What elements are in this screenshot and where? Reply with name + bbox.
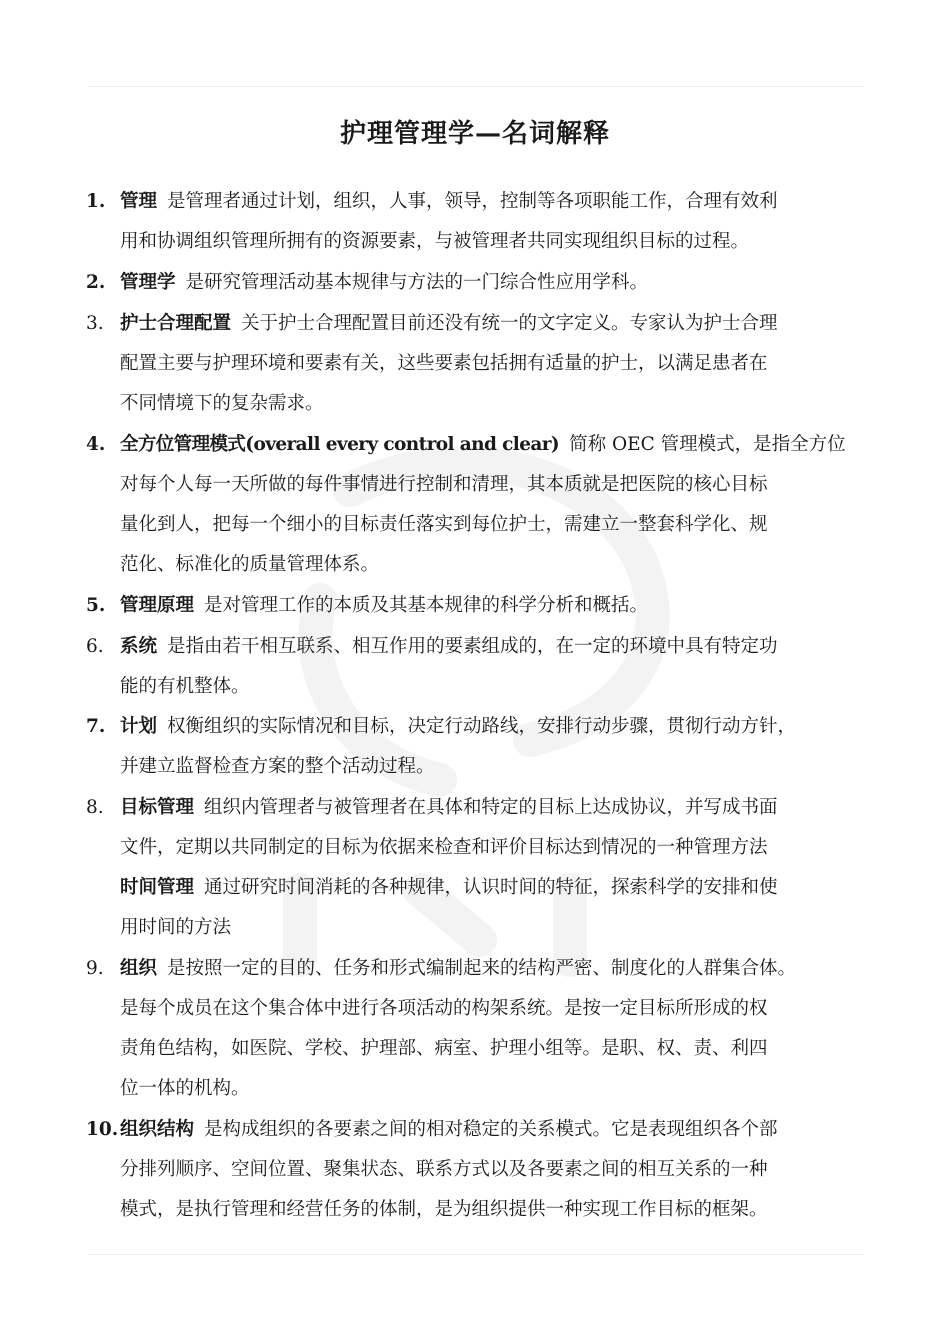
entry-term: 全方位管理模式(overall every control and clear) xyxy=(120,434,560,455)
entry-line xyxy=(120,868,876,908)
entry-line: 责角色结构，如医院、学校、护理部、病室、护理小组等。是职、权、责、利四 xyxy=(120,1038,768,1059)
entry-line: 模式，是执行管理和经营任务的体制，是为组织提供一种实现工作目标的框架。 xyxy=(120,1199,768,1220)
entry-text: 权衡组织的实际情况和目标，决定行动路线，安排行动步骤，贯彻行动方针， xyxy=(167,716,797,737)
definition-entry xyxy=(86,182,876,262)
entry-line xyxy=(120,949,876,989)
entry-number: 5. xyxy=(86,595,106,616)
entry-text: 是构成组织的各要素之间的相对稳定的关系模式。它是表现组织各个部 xyxy=(204,1119,778,1140)
definition-entry xyxy=(86,304,876,424)
definition-entry xyxy=(86,788,876,948)
entry-term: 护士合理配置 xyxy=(120,313,232,334)
entry-number: 3. xyxy=(86,313,104,334)
entry-sub-term: 时间管理 xyxy=(120,877,195,898)
entry-term: 系统 xyxy=(120,636,158,657)
definition-entry xyxy=(86,949,876,1109)
entry-term: 管理学 xyxy=(120,272,176,293)
entry-number: 4. xyxy=(86,434,106,455)
entry-text: 关于护士合理配置目前还没有统一的文字定义。专家认为护士合理 xyxy=(241,313,778,334)
definition-entry xyxy=(86,586,876,626)
entry-line: 对每个人每一天所做的每件事情进行控制和清理，其本质就是把医院的核心目标 xyxy=(120,474,768,495)
entry-line xyxy=(120,182,876,222)
entry-line: 范化、标准化的质量管理体系。 xyxy=(120,554,380,575)
entry-text: 是管理者通过计划，组织，人事，领导，控制等各项职能工作，合理有效利 xyxy=(167,191,778,212)
definition-entry xyxy=(86,1110,876,1230)
entry-line: 用时间的方法 xyxy=(120,917,232,938)
entry-number: 7. xyxy=(86,716,106,737)
entry-line: 量化到人，把每一个细小的目标责任落实到每位护士，需建立一整套科学化、规 xyxy=(120,514,768,535)
entry-line xyxy=(120,788,876,828)
entry-line: 文件，定期以共同制定的目标为依据来检查和评价目标达到情况的一种管理方法 xyxy=(120,837,768,858)
entry-line xyxy=(120,425,876,465)
entry-term: 目标管理 xyxy=(120,797,195,818)
entry-line: 并建立监督检查方案的整个活动过程。 xyxy=(120,756,435,777)
bottom-divider xyxy=(88,1254,863,1255)
entry-term: 组织结构 xyxy=(120,1119,195,1140)
page-title: 护理管理学—名词解释 xyxy=(339,119,610,149)
entry-term: 管理原理 xyxy=(120,595,195,616)
entry-line: 是每个成员在这个集合体中进行各项活动的构架系统。是按一定目标所形成的权 xyxy=(120,998,768,1019)
entry-line xyxy=(120,1110,876,1150)
entry-line xyxy=(120,586,876,626)
entry-number: 8. xyxy=(86,797,104,818)
entry-text: 简称 OEC 管理模式，是指全方位 xyxy=(569,434,846,455)
definition-entry xyxy=(86,425,876,585)
definition-entry xyxy=(86,707,876,787)
entry-text: 组织内管理者与被管理者在具体和特定的目标上达成协议，并写成书面 xyxy=(204,797,778,818)
entry-line xyxy=(120,707,876,747)
entry-text: 通过研究时间消耗的各种规律，认识时间的特征，探索科学的安排和使 xyxy=(204,877,778,898)
entry-line xyxy=(120,263,876,303)
entry-line: 分排列顺序、空间位置、聚集状态、联系方式以及各要素之间的相互关系的一种 xyxy=(120,1159,768,1180)
entry-term: 管理 xyxy=(120,191,158,212)
entry-line: 配置主要与护理环境和要素有关，这些要素包括拥有适量的护士，以满足患者在 xyxy=(120,353,768,374)
entry-line: 位一体的机构。 xyxy=(120,1078,250,1099)
entry-number: 2. xyxy=(86,272,106,293)
entry-text: 是对管理工作的本质及其基本规律的科学分析和概括。 xyxy=(204,595,649,616)
definition-entry xyxy=(86,263,876,303)
entry-term: 组织 xyxy=(120,958,158,979)
entry-text: 是按照一定的目的、任务和形式编制起来的结构严密、制度化的人群集合体。 xyxy=(167,958,797,979)
entry-term: 计划 xyxy=(120,716,158,737)
definition-entry xyxy=(86,627,876,707)
entry-line xyxy=(120,304,876,344)
entry-text: 是指由若干相互联系、相互作用的要素组成的，在一定的环境中具有特定功 xyxy=(167,636,778,657)
entry-number: 10. xyxy=(86,1119,119,1140)
entry-line: 能的有机整体。 xyxy=(120,676,250,697)
top-divider xyxy=(88,86,863,87)
entry-number: 6. xyxy=(86,636,104,657)
entry-line: 用和协调组织管理所拥有的资源要素，与被管理者共同实现组织目标的过程。 xyxy=(120,231,750,252)
entry-number: 1. xyxy=(86,191,106,212)
entry-number: 9. xyxy=(86,958,104,979)
entry-line xyxy=(120,627,876,667)
entry-line: 不同情境下的复杂需求。 xyxy=(120,393,324,414)
entry-text: 是研究管理活动基本规律与方法的一门综合性应用学科。 xyxy=(185,272,649,293)
